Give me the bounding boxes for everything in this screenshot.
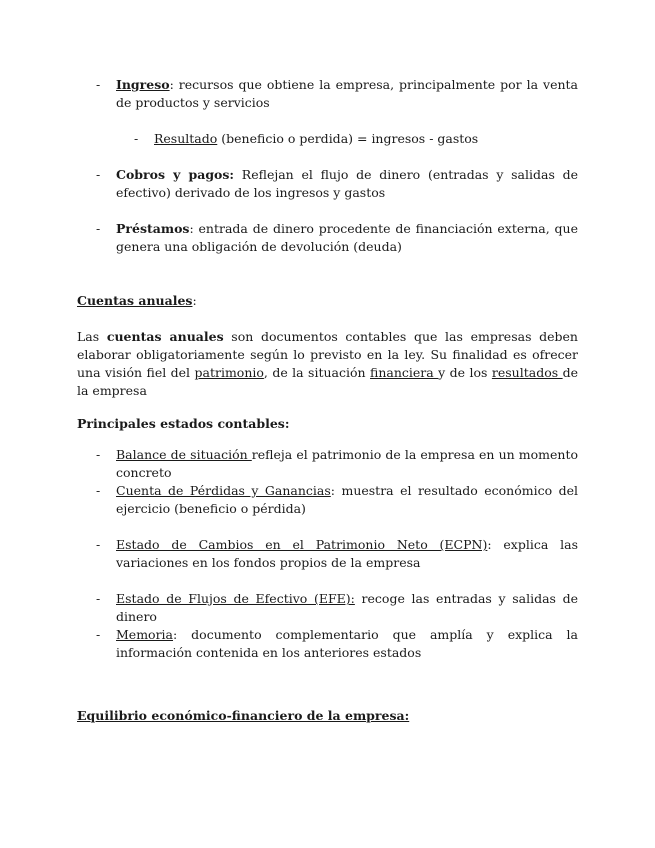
term-resultado: Resultado: [154, 131, 218, 146]
bullet-efe: [96, 590, 578, 626]
bullet-memoria: [96, 626, 578, 662]
term-balance: Balance de situación: [116, 447, 252, 462]
bullet-dash: -: [96, 537, 101, 552]
bullet-resultado: [134, 130, 578, 148]
term-prestamos: Préstamos: [116, 221, 190, 236]
bullet-dash: -: [96, 167, 101, 182]
text-ingreso: recursos que obtiene la empresa, principalmente por la venta de productos y servicios: [116, 77, 578, 110]
bullet-dash: -: [96, 627, 101, 642]
bullet-cobros-pagos: [96, 166, 578, 202]
text-ecpn: : explica las variaciones en los fondos propios de la empresa: [116, 537, 578, 570]
text-perdidas-ganancias: : muestra el resultado económico del ejercicio (beneficio o pérdida): [116, 483, 578, 516]
heading-principales-estados: Principales estados contables:: [77, 416, 290, 431]
term-ecpn: Estado de Cambios en el Patrimonio Neto (ECPN): [116, 537, 488, 552]
text-cobros-pagos: Reflejan el flujo de dinero (entradas y salidas de efectivo) derivado de los ingresos y gastos: [116, 167, 578, 200]
term-perdidas-ganancias: Cuenta de Pérdidas y Ganancias: [116, 483, 331, 498]
text-balance: refleja el patrimonio de la empresa en un momento concreto: [116, 447, 579, 480]
bullet-ecpn: [96, 536, 578, 572]
bullet-dash: -: [134, 131, 139, 146]
bullet-prestamos: [96, 220, 578, 256]
heading-cuentas-anuales: Cuentas anuales:: [77, 293, 197, 308]
bullet-ingreso: - Ingreso: recursos que obtiene la empresa, principalmente por la venta de productos y servicios: [96, 77, 578, 110]
text-resultado: (beneficio o perdida) = ingresos - gastos: [217, 131, 479, 146]
term-efe: Estado de Flujos de Efectivo (EFE):: [116, 591, 355, 606]
bullet-dash: -: [96, 77, 101, 92]
bullet-dash: -: [96, 447, 101, 462]
term-cobros-pagos: Cobros y pagos:: [116, 167, 235, 182]
bullet-balance: [96, 446, 578, 482]
text-memoria: : documento complementario que amplía y explica la información contenida en los anteriores estados: [116, 627, 578, 660]
paragraph-cuentas-anuales: Las cuentas anuales son documentos contables que las empresas deben elaborar obligatoriamente según lo previsto en la ley. Su finalidad es ofrecer una visión fiel del patrimonio, de la situación financiera y de los resultados de la empresa: [77, 329, 578, 398]
bullet-perdidas-ganancias: [96, 482, 578, 518]
heading-equilibrio: Equilibrio económico-financiero de la empresa:: [77, 708, 410, 723]
term-memoria: Memoria: [116, 627, 174, 642]
bullet-dash: -: [96, 221, 101, 236]
text-prestamos: : entrada de dinero procedente de financiación externa, que genera una obligación de devolución (deuda): [116, 221, 578, 254]
text-efe: recoge las entradas y salidas de dinero: [116, 591, 579, 624]
bullet-dash: -: [96, 483, 101, 498]
term-ingreso: Ingreso: [116, 77, 170, 92]
bullet-dash: -: [96, 591, 101, 606]
